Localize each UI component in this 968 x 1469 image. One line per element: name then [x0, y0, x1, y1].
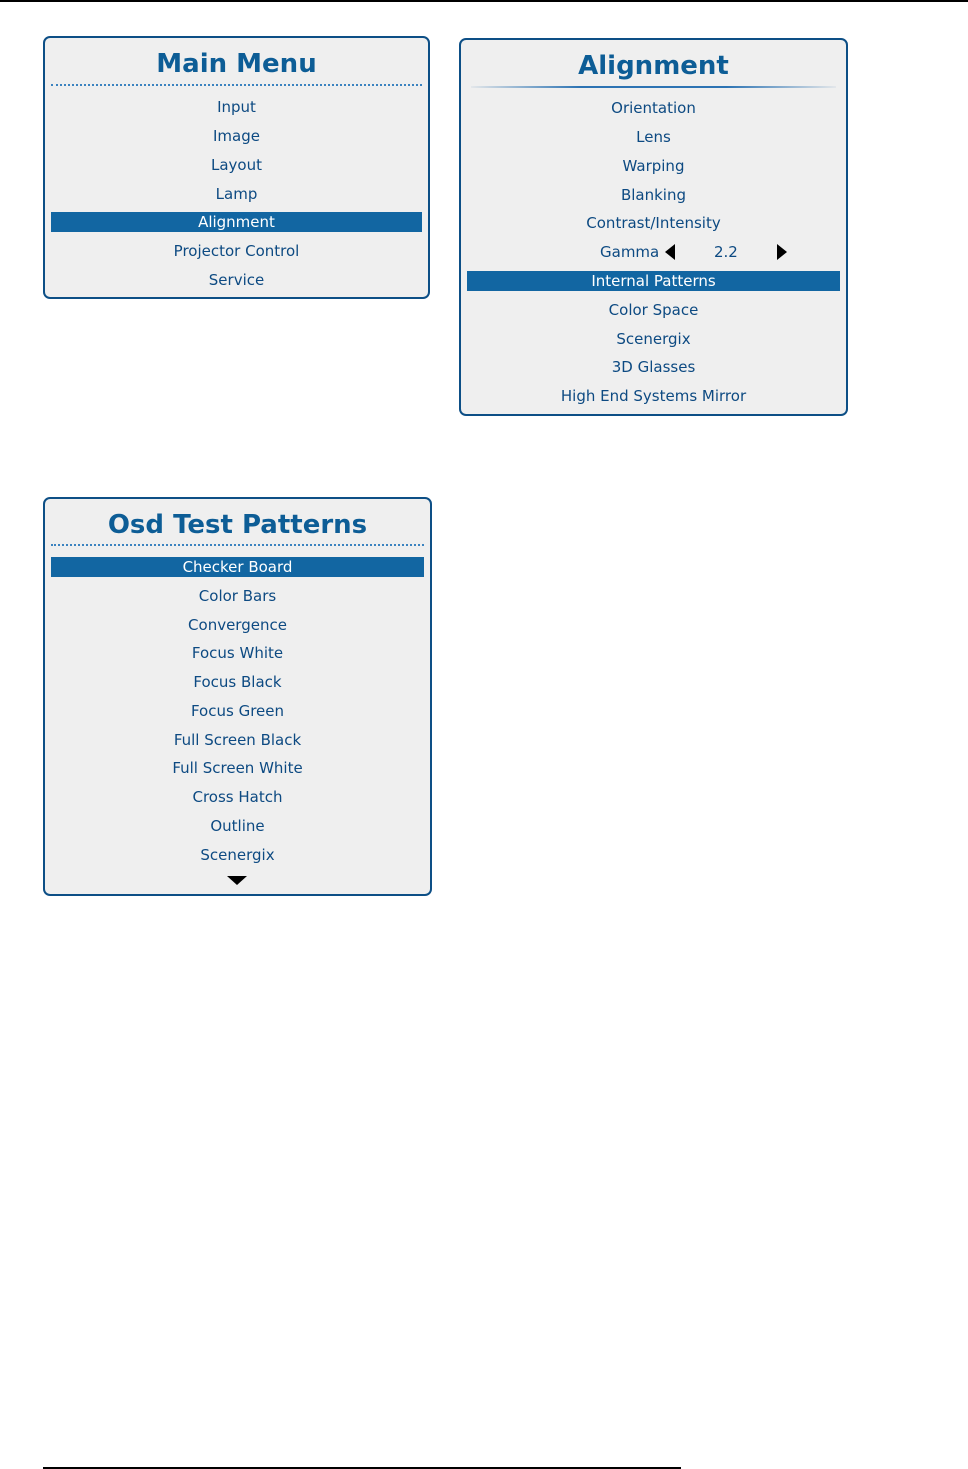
menu-item-high-end-systems-mirror[interactable]: High End Systems Mirror	[560, 387, 747, 405]
menu-item-full-screen-black[interactable]: Full Screen Black	[173, 731, 302, 749]
gamma-value: 2.2	[714, 243, 738, 261]
menu-item-scenergix[interactable]: Scenergix	[200, 846, 275, 864]
menu-item-lamp[interactable]: Lamp	[215, 185, 258, 203]
osd-menu-title: Osd Test Patterns	[107, 510, 368, 540]
alignment-menu-title: Alignment	[578, 51, 729, 81]
menu-item-alignment[interactable]: Alignment	[51, 212, 422, 232]
gamma-label: Gamma	[600, 243, 660, 261]
menu-item-projector-control[interactable]: Projector Control	[173, 242, 300, 260]
menu-item-lens[interactable]: Lens	[636, 128, 671, 146]
alignment-menu-panel	[459, 38, 848, 416]
menu-item-blanking[interactable]: Blanking	[620, 186, 687, 204]
main-menu-panel	[43, 36, 430, 299]
menu-item-outline[interactable]: Outline	[210, 817, 265, 835]
menu-item-orientation[interactable]: Orientation	[611, 99, 696, 117]
menu-item-checker-board[interactable]: Checker Board	[51, 557, 424, 577]
menu-item-layout[interactable]: Layout	[211, 156, 262, 174]
menu-item-contrast-intensity[interactable]: Contrast/Intensity	[586, 214, 721, 232]
menu-item-focus-white[interactable]: Focus White	[191, 644, 284, 662]
menu-item-focus-black[interactable]: Focus Black	[193, 673, 282, 691]
menu-item-full-screen-white[interactable]: Full Screen White	[172, 759, 303, 777]
menu-item-color-space[interactable]: Color Space	[608, 301, 699, 319]
menu-item-3d-glasses[interactable]: 3D Glasses	[611, 358, 696, 376]
alignment-menu-separator	[471, 86, 836, 88]
gamma-row[interactable]	[467, 242, 840, 262]
main-menu-title: Main Menu	[156, 49, 317, 79]
arrow-right-icon[interactable]	[777, 244, 787, 260]
menu-item-service[interactable]: Service	[208, 271, 265, 289]
menu-item-focus-green[interactable]: Focus Green	[190, 702, 285, 720]
arrow-left-icon[interactable]	[665, 244, 675, 260]
arrow-down-icon[interactable]	[227, 876, 247, 885]
menu-item-warping[interactable]: Warping	[622, 157, 685, 175]
osd-menu-separator	[51, 544, 424, 546]
page-top-rule	[0, 0, 968, 2]
osd-test-patterns-panel	[43, 497, 432, 896]
menu-item-internal-patterns[interactable]: Internal Patterns	[467, 271, 840, 291]
menu-item-image[interactable]: Image	[213, 127, 260, 145]
menu-item-convergence[interactable]: Convergence	[188, 616, 287, 634]
menu-item-scenergix[interactable]: Scenergix	[616, 330, 691, 348]
menu-item-color-bars[interactable]: Color Bars	[198, 587, 277, 605]
menu-item-cross-hatch[interactable]: Cross Hatch	[192, 788, 283, 806]
main-menu-separator	[51, 84, 422, 86]
menu-item-input[interactable]: Input	[217, 98, 256, 116]
